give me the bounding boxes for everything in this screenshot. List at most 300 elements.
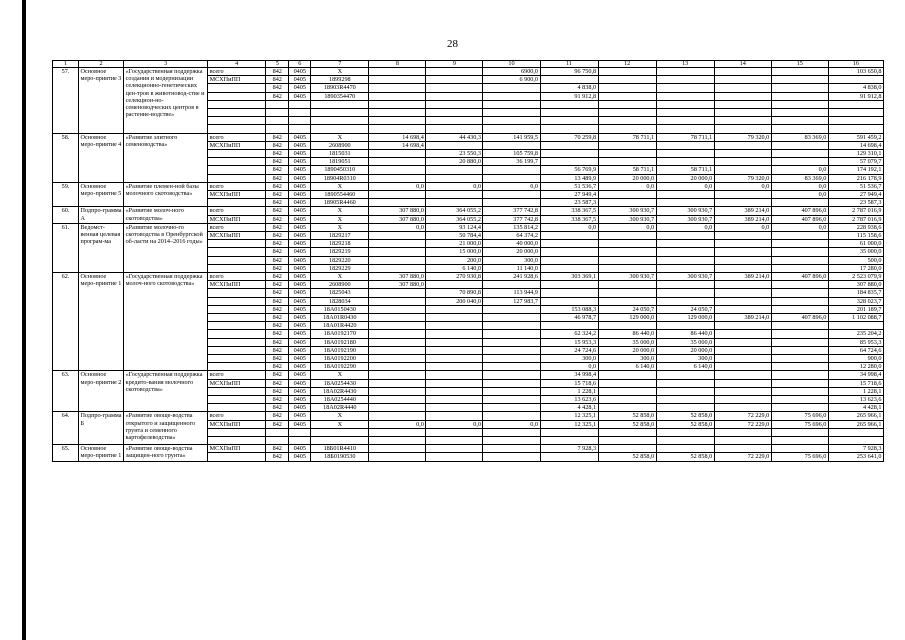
- data-cell: 15 000,0: [426, 248, 483, 256]
- data-cell: 389 214,0: [714, 273, 771, 281]
- data-cell: [369, 125, 426, 133]
- data-cell: [208, 297, 266, 305]
- data-cell: 300,0: [656, 355, 714, 363]
- data-cell: 0405: [289, 141, 311, 149]
- data-cell: 15 953,3: [540, 338, 598, 346]
- data-cell: [656, 445, 714, 453]
- data-cell: 328 023,7: [828, 297, 883, 305]
- data-cell: [369, 166, 426, 174]
- data-cell: [656, 190, 714, 198]
- data-cell: [771, 445, 828, 453]
- data-cell: [540, 240, 598, 248]
- data-cell: 27 949,4: [540, 190, 598, 198]
- data-cell: [369, 76, 426, 84]
- data-cell: [426, 346, 483, 354]
- data-cell: [598, 396, 656, 404]
- data-cell: [598, 232, 656, 240]
- data-cell: [426, 387, 483, 395]
- data-cell: 0405: [289, 149, 311, 157]
- data-cell: 0405: [289, 256, 311, 264]
- data-cell: 0,0: [714, 182, 771, 190]
- data-cell: [483, 125, 540, 133]
- data-cell: 14 698,4: [828, 141, 883, 149]
- data-cell: 842: [266, 215, 289, 223]
- data-cell: 6 900,0: [483, 76, 540, 84]
- data-cell: [771, 92, 828, 100]
- data-cell: 7 928,3: [828, 445, 883, 453]
- data-cell: [426, 363, 483, 371]
- data-cell: [483, 379, 540, 387]
- data-cell: [714, 305, 771, 313]
- data-cell: 6 140,0: [656, 363, 714, 371]
- data-cell: [656, 149, 714, 157]
- data-cell: Х: [311, 68, 369, 76]
- data-cell: [540, 289, 598, 297]
- data-cell: [540, 322, 598, 330]
- data-cell: [266, 117, 289, 125]
- data-cell: [540, 256, 598, 264]
- data-cell: [656, 379, 714, 387]
- data-cell: [714, 281, 771, 289]
- data-cell: [714, 379, 771, 387]
- data-cell: 91 912,8: [828, 92, 883, 100]
- data-cell: [483, 396, 540, 404]
- data-cell: [426, 305, 483, 313]
- data-cell: 0405: [289, 412, 311, 420]
- data-cell: [714, 190, 771, 198]
- data-cell: [771, 117, 828, 125]
- data-cell: [426, 84, 483, 92]
- data-cell: [656, 264, 714, 272]
- data-cell: 13 623,6: [828, 396, 883, 404]
- data-cell: [714, 100, 771, 108]
- header-cell: 6: [289, 61, 311, 68]
- data-cell: [771, 428, 828, 436]
- data-cell: [289, 125, 311, 133]
- data-cell: [369, 264, 426, 272]
- data-cell: [483, 174, 540, 182]
- data-cell: 34 998,4: [540, 371, 598, 379]
- item-type-cell: Основное меро-приятие 2: [79, 371, 124, 412]
- data-cell: [483, 199, 540, 207]
- data-cell: 12 325,1: [540, 412, 598, 420]
- data-cell: [208, 322, 266, 330]
- data-cell: [598, 256, 656, 264]
- row-number-cell: 61.: [53, 223, 79, 272]
- data-cell: 235 204,2: [828, 330, 883, 338]
- data-cell: 35 000,0: [598, 338, 656, 346]
- data-cell: 0405: [289, 68, 311, 76]
- row-number-cell: 57.: [53, 68, 79, 134]
- data-cell: 1890354470: [311, 92, 369, 100]
- data-cell: 1829217: [311, 232, 369, 240]
- data-cell: [656, 387, 714, 395]
- data-cell: 113 944,9: [483, 289, 540, 297]
- data-cell: 0,0: [598, 182, 656, 190]
- data-cell: 0405: [289, 338, 311, 346]
- data-cell: 1899298: [311, 76, 369, 84]
- data-cell: [311, 437, 369, 445]
- data-cell: всего: [208, 273, 266, 281]
- data-cell: Х: [311, 273, 369, 281]
- data-cell: [369, 412, 426, 420]
- data-cell: [771, 109, 828, 117]
- header-cell: 16: [828, 61, 883, 68]
- data-cell: [714, 289, 771, 297]
- table-row: [53, 182, 884, 190]
- data-cell: [369, 256, 426, 264]
- data-cell: 12 325,1: [540, 420, 598, 428]
- data-cell: 0405: [289, 199, 311, 207]
- data-cell: [208, 264, 266, 272]
- data-cell: 20 000,0: [598, 174, 656, 182]
- data-cell: 18А0192180: [311, 338, 369, 346]
- data-cell: [426, 281, 483, 289]
- data-cell: [289, 428, 311, 436]
- table-row: [53, 68, 884, 76]
- table-row: [53, 445, 884, 453]
- data-cell: 51 536,7: [540, 182, 598, 190]
- data-cell: [714, 428, 771, 436]
- data-cell: [311, 117, 369, 125]
- data-cell: 141 959,5: [483, 133, 540, 141]
- data-cell: 72 229,0: [714, 420, 771, 428]
- data-cell: 24 050,7: [656, 305, 714, 313]
- item-type-cell: Основное меро-приятие 4: [79, 133, 124, 182]
- data-cell: 18А01R0430: [311, 314, 369, 322]
- data-cell: 842: [266, 412, 289, 420]
- data-cell: [208, 84, 266, 92]
- data-cell: 0405: [289, 420, 311, 428]
- data-cell: [656, 281, 714, 289]
- data-cell: МСХПиПП: [208, 141, 266, 149]
- data-cell: 307 880,0: [828, 281, 883, 289]
- data-cell: [598, 125, 656, 133]
- data-cell: [714, 84, 771, 92]
- data-cell: [828, 437, 883, 445]
- data-cell: 24 724,6: [540, 346, 598, 354]
- data-cell: [656, 109, 714, 117]
- data-cell: [598, 371, 656, 379]
- data-cell: [540, 76, 598, 84]
- data-cell: [426, 428, 483, 436]
- data-cell: 57 079,7: [828, 158, 883, 166]
- data-cell: [426, 117, 483, 125]
- data-cell: [598, 92, 656, 100]
- data-cell: [598, 404, 656, 412]
- data-cell: [483, 363, 540, 371]
- data-cell: 307 880,0: [369, 273, 426, 281]
- data-cell: [714, 141, 771, 149]
- data-cell: [369, 158, 426, 166]
- data-cell: 842: [266, 248, 289, 256]
- item-name-cell: «Развитие молоч-ного скотоводства»: [124, 207, 208, 223]
- data-cell: 842: [266, 256, 289, 264]
- data-cell: [714, 199, 771, 207]
- header-cell: 14: [714, 61, 771, 68]
- table-row: [53, 133, 884, 141]
- data-cell: 0405: [289, 281, 311, 289]
- data-cell: 300 930,7: [598, 215, 656, 223]
- data-cell: 0405: [289, 207, 311, 215]
- item-name-cell: «Государственная поддержка кредито-вания молочного скотоводства»: [124, 371, 208, 412]
- data-cell: [208, 346, 266, 354]
- data-cell: [289, 117, 311, 125]
- data-cell: [483, 92, 540, 100]
- data-cell: [208, 355, 266, 363]
- data-cell: 338 367,5: [540, 215, 598, 223]
- data-cell: 18А0192170: [311, 330, 369, 338]
- data-cell: [714, 232, 771, 240]
- data-cell: 842: [266, 182, 289, 190]
- item-name-cell: «Развитие молочно-го скотоводства в Оренбургской об-ласти на 2014–2016 годы»: [124, 223, 208, 272]
- data-cell: 253 641,0: [828, 453, 883, 461]
- data-cell: 44 430,3: [426, 133, 483, 141]
- data-cell: [714, 330, 771, 338]
- data-cell: 4 428,1: [540, 404, 598, 412]
- data-cell: 1 228,1: [540, 387, 598, 395]
- data-cell: 307 880,0: [369, 207, 426, 215]
- data-cell: 0405: [289, 297, 311, 305]
- data-cell: [771, 158, 828, 166]
- data-cell: 2 523 079,9: [828, 273, 883, 281]
- data-cell: 0405: [289, 182, 311, 190]
- data-cell: 0,0: [771, 190, 828, 198]
- data-cell: [483, 100, 540, 108]
- data-cell: [771, 355, 828, 363]
- data-cell: 1828034: [311, 297, 369, 305]
- data-cell: 13 489,9: [540, 174, 598, 182]
- data-cell: [208, 256, 266, 264]
- data-cell: 0405: [289, 273, 311, 281]
- data-cell: 842: [266, 232, 289, 240]
- data-cell: [369, 453, 426, 461]
- data-cell: [483, 428, 540, 436]
- data-cell: 0,0: [598, 223, 656, 231]
- data-cell: [598, 264, 656, 272]
- table-row: [53, 371, 884, 379]
- data-cell: [598, 428, 656, 436]
- data-cell: [598, 248, 656, 256]
- data-cell: [771, 232, 828, 240]
- data-cell: 129 310,1: [828, 149, 883, 157]
- data-cell: [369, 330, 426, 338]
- data-cell: [540, 100, 598, 108]
- data-cell: 83 369,0: [771, 133, 828, 141]
- data-cell: [598, 149, 656, 157]
- data-cell: 62 324,2: [540, 330, 598, 338]
- data-cell: МСХПиПП: [208, 420, 266, 428]
- data-cell: 265 966,1: [828, 420, 883, 428]
- data-cell: [266, 109, 289, 117]
- data-cell: [771, 371, 828, 379]
- data-cell: [369, 355, 426, 363]
- data-cell: [656, 396, 714, 404]
- data-cell: [598, 379, 656, 387]
- data-cell: [208, 174, 266, 182]
- data-cell: [656, 437, 714, 445]
- header-cell: 1: [53, 61, 79, 68]
- data-cell: [714, 338, 771, 346]
- data-cell: 93 124,4: [426, 223, 483, 231]
- data-cell: 64 374,2: [483, 232, 540, 240]
- data-cell: [540, 453, 598, 461]
- row-number-cell: 59.: [53, 182, 79, 207]
- data-cell: [369, 363, 426, 371]
- data-cell: 1829219: [311, 248, 369, 256]
- data-cell: [714, 248, 771, 256]
- data-cell: 0405: [289, 371, 311, 379]
- data-cell: [369, 297, 426, 305]
- data-cell: 842: [266, 84, 289, 92]
- data-cell: 842: [266, 371, 289, 379]
- data-cell: [483, 371, 540, 379]
- row-number-cell: 58.: [53, 133, 79, 182]
- data-cell: 842: [266, 314, 289, 322]
- data-cell: 75 696,0: [771, 420, 828, 428]
- data-cell: 52 858,0: [598, 453, 656, 461]
- data-cell: [369, 371, 426, 379]
- data-cell: [714, 387, 771, 395]
- data-cell: 34 998,4: [828, 371, 883, 379]
- data-cell: 842: [266, 199, 289, 207]
- table-row: [53, 412, 884, 420]
- data-cell: [714, 371, 771, 379]
- data-cell: [208, 363, 266, 371]
- data-cell: всего: [208, 207, 266, 215]
- data-cell: [540, 141, 598, 149]
- data-cell: 18А0254440: [311, 396, 369, 404]
- data-cell: [483, 84, 540, 92]
- data-cell: [598, 437, 656, 445]
- data-cell: 0405: [289, 76, 311, 84]
- data-cell: [426, 314, 483, 322]
- data-cell: [483, 412, 540, 420]
- data-cell: 20 880,0: [426, 158, 483, 166]
- row-number-cell: 62.: [53, 273, 79, 371]
- data-cell: [369, 379, 426, 387]
- data-cell: 153 088,3: [540, 305, 598, 313]
- header-cell: 15: [771, 61, 828, 68]
- data-cell: [771, 68, 828, 76]
- data-cell: 18А0150430: [311, 305, 369, 313]
- data-cell: 842: [266, 420, 289, 428]
- data-cell: 270 930,8: [426, 273, 483, 281]
- data-cell: 11 140,0: [483, 264, 540, 272]
- data-cell: 91 912,8: [540, 92, 598, 100]
- data-cell: 364 055,2: [426, 215, 483, 223]
- data-cell: [208, 330, 266, 338]
- item-type-cell: Ведомст-венная целевая програм-ма: [79, 223, 124, 272]
- data-cell: 0405: [289, 396, 311, 404]
- data-cell: [311, 100, 369, 108]
- data-cell: 0,0: [714, 223, 771, 231]
- data-cell: 174 192,1: [828, 166, 883, 174]
- item-name-cell: «Государственная поддержка молоч-ного скотоводства»: [124, 273, 208, 371]
- data-cell: [540, 281, 598, 289]
- data-cell: 70 259,8: [540, 133, 598, 141]
- data-cell: [714, 264, 771, 272]
- header-cell: 10: [483, 61, 540, 68]
- data-cell: 842: [266, 322, 289, 330]
- data-cell: 0,0: [426, 182, 483, 190]
- data-cell: [540, 125, 598, 133]
- data-cell: 842: [266, 166, 289, 174]
- data-cell: [426, 68, 483, 76]
- page-number: 28: [447, 38, 458, 50]
- data-cell: 50 784,4: [426, 232, 483, 240]
- data-cell: [483, 190, 540, 198]
- data-cell: 842: [266, 355, 289, 363]
- data-cell: [598, 76, 656, 84]
- data-cell: 0405: [289, 223, 311, 231]
- data-cell: 1829220: [311, 256, 369, 264]
- data-cell: 20 000,0: [598, 346, 656, 354]
- header-cell: 9: [426, 61, 483, 68]
- data-cell: [771, 256, 828, 264]
- data-cell: 338 367,5: [540, 207, 598, 215]
- data-cell: [208, 240, 266, 248]
- data-cell: [483, 281, 540, 289]
- data-cell: МСХПиПП: [208, 76, 266, 84]
- data-cell: 2608900: [311, 141, 369, 149]
- data-cell: [598, 84, 656, 92]
- data-cell: 79 320,0: [714, 133, 771, 141]
- data-cell: [714, 149, 771, 157]
- data-cell: 377 742,8: [483, 207, 540, 215]
- data-cell: [771, 330, 828, 338]
- data-cell: [208, 117, 266, 125]
- data-cell: [656, 68, 714, 76]
- data-cell: [369, 199, 426, 207]
- data-cell: [828, 76, 883, 84]
- data-cell: 842: [266, 297, 289, 305]
- item-name-cell: «Развитие овоще-водства открытого и защищенного грунта и семенного картофелеводства»: [124, 412, 208, 445]
- data-cell: всего: [208, 412, 266, 420]
- item-name-cell: «Развитие племен-ной базы молочного скотоводства»: [124, 182, 208, 207]
- data-cell: 184 835,7: [828, 289, 883, 297]
- data-cell: 842: [266, 149, 289, 157]
- data-cell: [369, 240, 426, 248]
- data-cell: [656, 125, 714, 133]
- data-cell: 15 718,6: [828, 379, 883, 387]
- data-cell: [540, 232, 598, 240]
- data-cell: 0405: [289, 387, 311, 395]
- data-cell: 0,0: [656, 182, 714, 190]
- data-cell: 0405: [289, 305, 311, 313]
- data-cell: [771, 149, 828, 157]
- data-cell: 20 000,0: [483, 248, 540, 256]
- data-cell: [656, 199, 714, 207]
- data-cell: 842: [266, 387, 289, 395]
- data-cell: 300 930,7: [656, 207, 714, 215]
- data-cell: [369, 232, 426, 240]
- data-cell: [266, 437, 289, 445]
- data-cell: [540, 149, 598, 157]
- data-cell: 85 953,3: [828, 338, 883, 346]
- data-cell: [483, 404, 540, 412]
- data-cell: МСХПиПП: [208, 445, 266, 453]
- data-cell: [714, 322, 771, 330]
- data-cell: [598, 199, 656, 207]
- data-cell: [656, 256, 714, 264]
- data-cell: [771, 379, 828, 387]
- data-cell: [656, 117, 714, 125]
- data-cell: [771, 281, 828, 289]
- data-cell: [598, 445, 656, 453]
- data-cell: 129 000,0: [656, 314, 714, 322]
- data-cell: 6900,0: [483, 68, 540, 76]
